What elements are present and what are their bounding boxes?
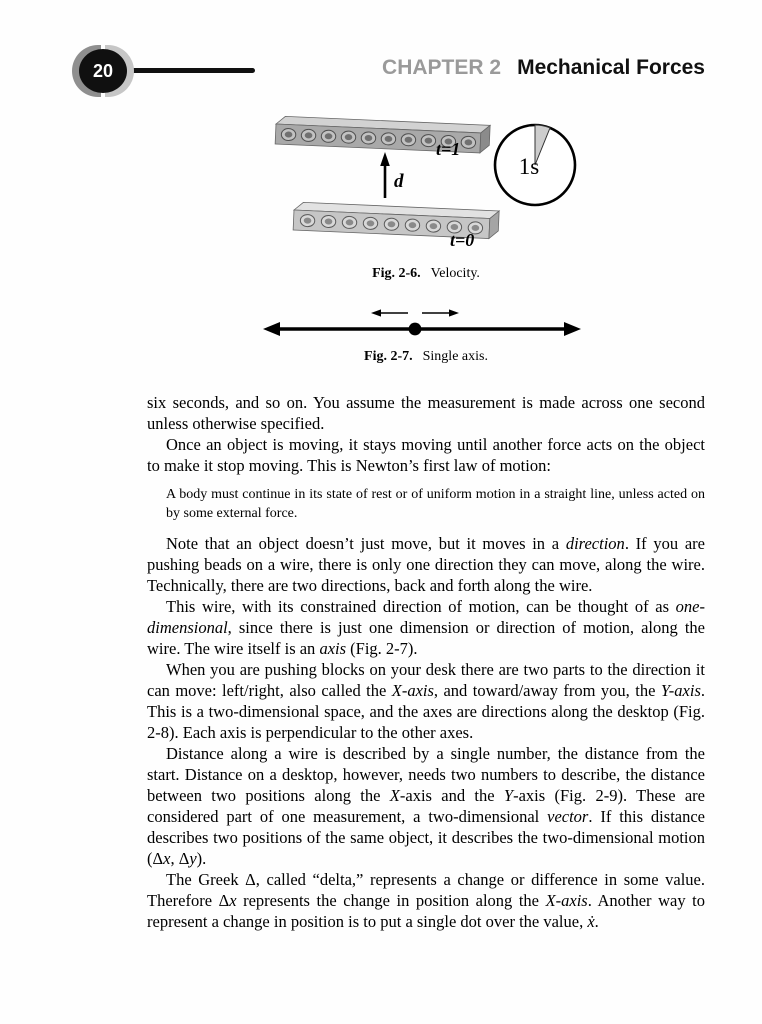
text-run: y — [189, 849, 197, 868]
text-run: . Another way to represent a change in position is to put a single dot over the value, — [147, 891, 705, 931]
text-run: vector — [547, 807, 589, 826]
label-d: d — [394, 171, 404, 192]
text-run: -axis and the — [399, 786, 504, 805]
text-run: x — [229, 891, 237, 910]
text-run: , and toward/away from you, the — [433, 681, 661, 700]
figure-caption-axis — [147, 349, 705, 365]
paragraph — [147, 869, 705, 932]
text-run: -axis (Fig. 2-9). These are considered part of one measurement, a two-dimensional — [147, 786, 705, 826]
clock — [495, 125, 575, 205]
figure-caption-velocity — [147, 266, 705, 282]
caption-tag-velocity: Fig. 2-6. — [372, 266, 421, 281]
text-run: Y-axis — [660, 681, 701, 700]
paragraph — [147, 743, 705, 869]
text-run: . — [594, 912, 599, 931]
chapter-heading — [300, 56, 705, 80]
paragraph — [147, 392, 705, 434]
caption-tag-axis: Fig. 2-7. — [364, 349, 413, 364]
axis-line — [263, 322, 581, 336]
text-run: This wire, with its constrained direction of motion, can be thought of as — [166, 597, 676, 616]
direction-arrows — [371, 309, 459, 316]
page-number-badge — [72, 43, 134, 99]
text-run: (Fig. 2-7). — [346, 639, 418, 658]
text-run: A body must continue in its state of rest or of uniform motion in a straight line, unless acted on by some external force. — [166, 487, 705, 521]
text-run: Y — [503, 786, 514, 805]
label-t1: t=1 — [436, 139, 461, 159]
page-number: 20 — [79, 49, 127, 93]
label-t0: t=0 — [450, 230, 475, 250]
text-run: . This is a two-dimensional space, and the axes are directions along the desktop (Fig. 2-8). Each axis is perpendicular to the other axes. — [147, 681, 705, 742]
text-run: Distance along a wire is described by a single number, the distance from the start. Distance on a desktop, however, needs two numbers to describe, the distance between two positions along the — [147, 744, 705, 805]
axis-figure — [262, 302, 582, 348]
text-run: axis — [319, 639, 347, 658]
paragraph — [147, 659, 705, 743]
clock-label: 1s — [518, 154, 540, 179]
paragraph — [147, 434, 705, 476]
text-run: , Δ — [170, 849, 190, 868]
text-run: Note that an object doesn’t just move, but it moves in a — [166, 534, 566, 553]
text-run: x — [163, 849, 171, 868]
caption-text-axis: Single axis. — [422, 349, 488, 364]
text-run: ). — [196, 849, 207, 868]
text-run: Once an object is moving, it stays moving until another force acts on the object to make it stop moving. This is Newton’s first law of motion: — [147, 435, 705, 475]
text-run: X — [389, 786, 400, 805]
chapter-title: Mechanical Forces — [517, 56, 705, 79]
text-run: X-axis — [545, 891, 588, 910]
text-run: represents the change in position along the — [236, 891, 546, 910]
text-run: . If you are pushing beads on a wire, there is only one direction they can move, along the wire. Technically, there are two directions, back and forth along the wire. — [147, 534, 706, 595]
block-quote — [166, 485, 705, 523]
origin-dot — [409, 323, 422, 336]
text-run: , since there is just one dimension or direction of motion, along the wire. The wire itself is an — [147, 618, 705, 658]
text-run: . If this distance describes two positions of the same object, it describes the two-dimensional motion (Δ — [147, 807, 705, 868]
text-run: X-axis — [391, 681, 434, 700]
body-text — [147, 392, 705, 932]
text-run: direction — [565, 534, 625, 553]
text-run: ẋ — [587, 912, 595, 931]
text-run: one-dimensional — [147, 597, 705, 637]
paragraph — [147, 533, 705, 596]
caption-text-velocity: Velocity. — [430, 266, 480, 281]
text-run: six seconds, and so on. You assume the measurement is made across one second unless otherwise specified. — [147, 393, 705, 433]
chapter-label: CHAPTER 2 — [382, 56, 502, 79]
velocity-figure — [258, 98, 594, 268]
paragraph — [147, 596, 705, 659]
text-run: When you are pushing blocks on your desk there are two parts to the direction it can move: left/right, also called the — [147, 660, 705, 700]
displacement-arrow — [380, 152, 390, 198]
text-run: The Greek Δ, called “delta,” represents a change or difference in some value. Therefore Δ — [147, 870, 705, 910]
